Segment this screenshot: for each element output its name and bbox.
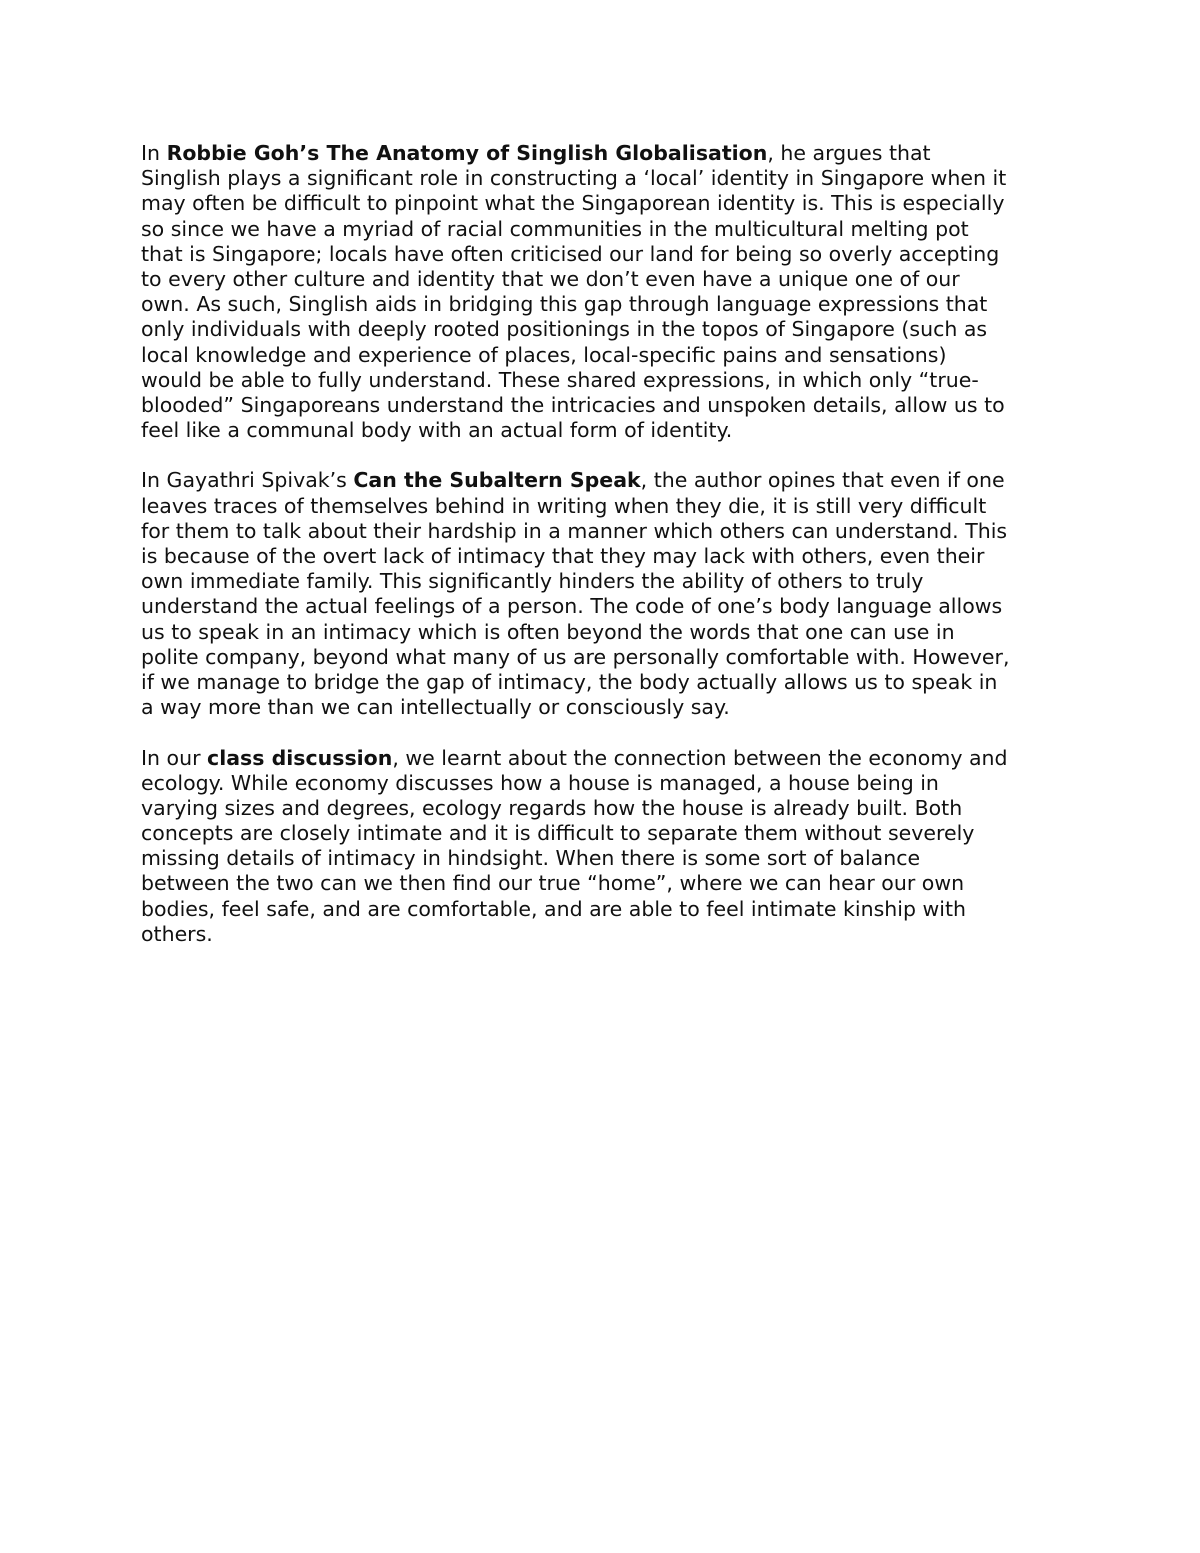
paragraph-3 [141,746,1061,948]
text-line [141,871,1061,896]
body-text: may often be difficult to pinpoint what the Singaporean identity is. This is especially [141,191,1005,216]
body-text: , he argues that [767,141,931,165]
text-line [141,267,1061,292]
text-line [141,670,1061,695]
text-line [141,317,1061,342]
body-text: understand the actual feelings of a person. The code of one’s body language allows [141,594,1003,619]
text-line [141,217,1061,242]
text-line [141,746,1061,771]
body-text: if we manage to bridge the gap of intimacy, the body actually allows us to speak in [141,669,998,694]
body-text: Singlish plays a significant role in constructing a ‘local’ identity in Singapore when it [141,166,1007,191]
text-line [141,922,1061,947]
body-text: , we learnt about the connection between the economy and [392,745,1008,770]
text-line [141,494,1061,519]
body-text: would be able to fully understand. These shared expressions, in which only “true- [141,367,979,392]
body-text: concepts are closely intimate and it is difficult to separate them without severely [141,821,975,846]
text-line [141,771,1061,796]
body-text: ecology. While economy discusses how a house is managed, a house being in [141,770,939,795]
body-text: between the two can we then find our true “home”, where we can hear our own [141,871,965,896]
body-text: , the author opines that even if one [640,468,1005,493]
body-text: for them to talk about their hardship in a manner which others can understand. This [141,518,1008,543]
text-line [141,695,1061,720]
text-line [141,191,1061,216]
body-text: own. As such, Singlish aids in bridging this gap through language expressions that [141,292,988,317]
text-line [141,846,1061,871]
text-line [141,897,1061,922]
body-text: bodies, feel safe, and are comfortable, and are able to feel intimate kinship with [141,896,966,921]
body-text: leaves traces of themselves behind in writing when they die, it is still very difficult [141,493,987,518]
body-text: only individuals with deeply rooted positionings in the topos of Singapore (such as [141,317,988,342]
document-page [141,141,1061,972]
text-line [141,569,1061,594]
body-text: us to speak in an intimacy which is often beyond the words that one can use in [141,619,955,644]
body-text: feel like a communal body with an actual form of identity. [141,418,733,443]
body-text: is because of the overt lack of intimacy that they may lack with others, even their [141,544,985,568]
paragraph-2 [141,468,1061,720]
text-line [141,821,1061,846]
text-line [141,519,1061,544]
bold-title-text: Can the Subaltern Speak [353,468,641,493]
body-text: In [141,141,167,165]
paragraph-1 [141,141,1061,443]
text-line [141,242,1061,267]
body-text: own immediate family. This significantly hinders the ability of others to truly [141,569,924,594]
text-line [141,368,1061,393]
text-line [141,594,1061,619]
text-line [141,544,1061,569]
body-text: so since we have a myriad of racial communities in the multicultural melting pot [141,216,969,241]
text-line [141,141,1061,166]
body-text: local knowledge and experience of places, local-specific pains and sensations) [141,342,947,367]
body-text: In Gayathri Spivak’s [141,468,354,493]
body-text: varying sizes and degrees, ecology regards how the house is already built. Both [141,795,963,820]
body-text: to every other culture and identity that we don’t even have a unique one of our [141,266,960,291]
text-line [141,393,1061,418]
text-line [141,292,1061,317]
text-line [141,166,1061,191]
body-text: blooded” Singaporeans understand the intricacies and unspoken details, allow us to [141,392,1005,417]
body-text: a way more than we can intellectually or consciously say. [141,695,730,720]
body-text: polite company, beyond what many of us are personally comfortable with. However, [141,644,1010,669]
text-line [141,343,1061,368]
body-text: that is Singapore; locals have often criticised our land for being so overly accepting [141,241,1000,266]
body-text: missing details of intimacy in hindsight. When there is some sort of balance [141,846,921,871]
body-text: In our [141,745,208,770]
text-line [141,645,1061,670]
text-line [141,796,1061,821]
text-line [141,418,1061,443]
bold-title-text: Robbie Goh’s The Anatomy of Singlish Globalisation [166,141,768,165]
text-line [141,620,1061,645]
body-text: others. [141,921,213,946]
text-line [141,468,1061,493]
bold-title-text: class discussion [207,745,393,770]
